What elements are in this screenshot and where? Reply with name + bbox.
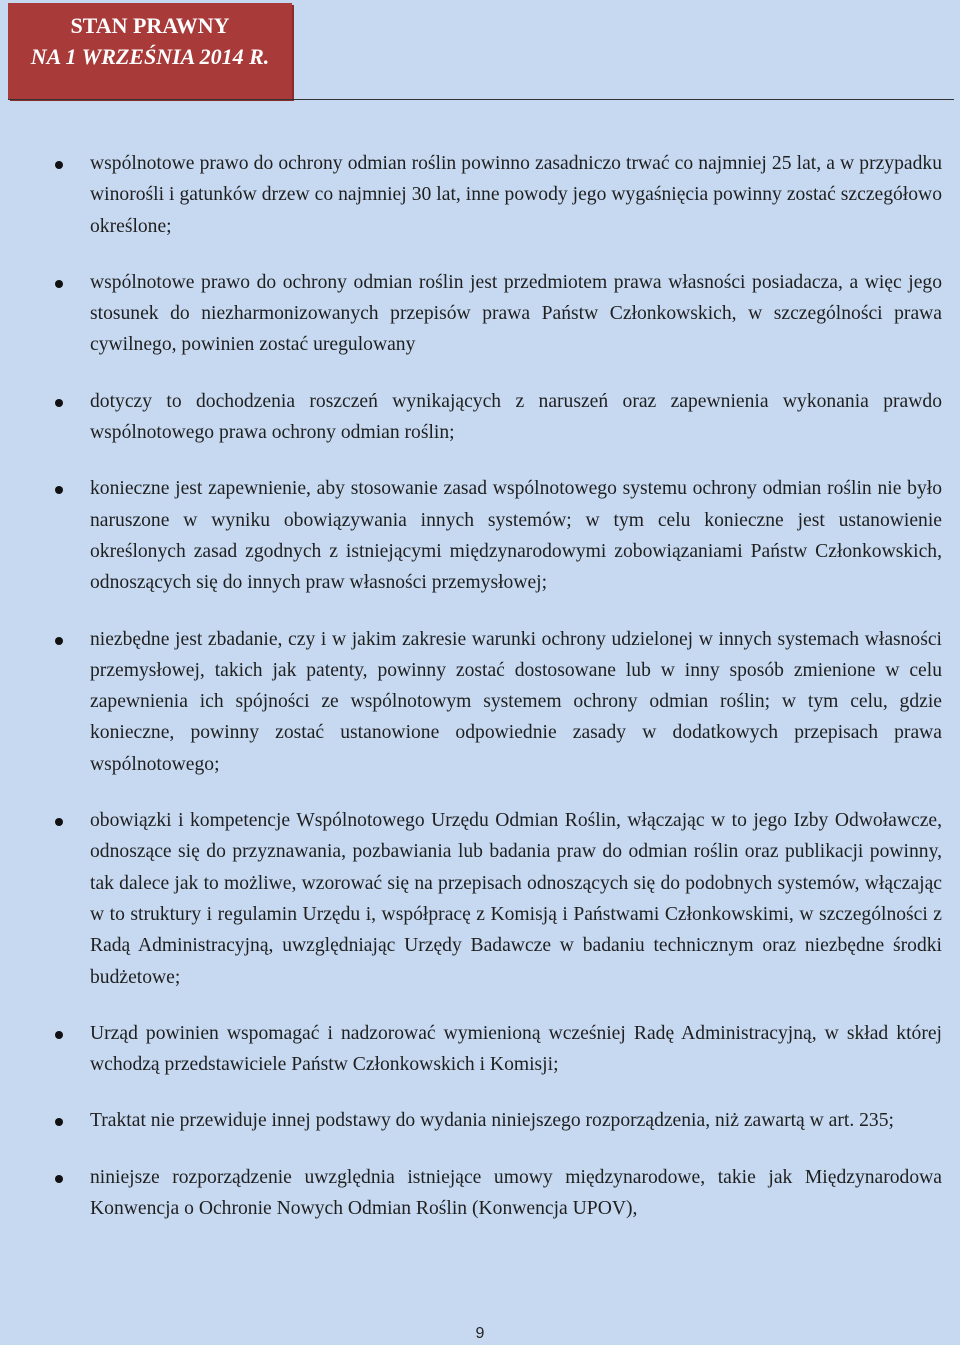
bullet-icon: [55, 1031, 63, 1039]
list-item: [0, 473, 960, 598]
list-item: [0, 805, 960, 993]
stamp-date: NA 1 WRZEŚNIA 2014 R.: [30, 44, 270, 69]
page-number: 9: [475, 1325, 485, 1342]
list-item-text: konieczne jest zapewnienie, aby stosowanie zasad wspólnotowego systemu ochrony odmian roślin nie było naruszone w wyniku obowiązywania innych systemów; w tym celu konieczne jest ustanowienie określonych zasad zgodnych z istniejącymi międzynarodowymi zobowiązaniami Państw Członkowskich, odnoszących się do innych praw własności przemysłowej;: [90, 478, 942, 594]
bullet-icon: [55, 637, 63, 645]
bullet-icon: [55, 280, 63, 288]
header-divider: [8, 99, 954, 100]
list-item-text: wspólnotowe prawo do ochrony odmian roślin jest przedmiotem prawa własności posiadacza, a więc jego stosunek do niezharmonizowanych przepisów prawa Państw Członkowskich, w szczególności prawa cywilnego, powinien zostać uregulowany: [90, 271, 942, 356]
bullet-icon: [55, 161, 63, 169]
list-item: [0, 148, 960, 242]
list-item-text: Urząd powinien wspomagać i nadzorować wymienioną wcześniej Radę Administracyjną, w skład której wchodzą przedstawiciele Państw Członkowskich i Komisji;: [90, 1022, 942, 1076]
list-item-text: wspólnotowe prawo do ochrony odmian roślin powinno zasadniczo trwać co najmniej 25 lat, a w przypadku winorośli i gatunków drzew co najmniej 30 lat, inne powody jego wygaśnięcia powinny zostać szczegółowo określone;: [90, 153, 942, 237]
status-stamp: [8, 3, 292, 99]
list-item: [0, 1018, 960, 1081]
list-item: [0, 267, 960, 361]
list-item: [0, 624, 960, 780]
document-body: [0, 148, 960, 1249]
bullet-icon: [55, 399, 63, 407]
list-item: [0, 1162, 960, 1225]
list-item: [0, 1105, 960, 1136]
list-item-text: obowiązki i kompetencje Wspólnotowego Urzędu Odmian Roślin, włączając w to jego Izby Odwoławcze, odnoszące się do przyznawania, pozbawiania lub badania praw do odmian roślin oraz publikacji powinny, tak dalece jak to możliwe, wzorować się na przepisach odnoszących się do podobnych systemów, włączając w to struktury i regulamin Urzędu i, współpracę z Komisją i Państwami Członkowskimi, w szczególności z Radą Administracyjną, uwzględniając Urzędy Badawcze w badaniu technicznym oraz niezbędne środki budżetowe;: [90, 810, 942, 988]
bullet-list: [0, 148, 960, 1224]
stamp-title: STAN PRAWNY: [70, 13, 230, 38]
list-item-text: niezbędne jest zbadanie, czy i w jakim zakresie warunki ochrony udzielonej w innych systemach własności przemysłowej, takich jak patenty, powinny zostać dostosowane lub w inny sposób zmienione w celu zapewnienia ich spójności ze wspólnotowym systemem ochrony odmian roślin; w tym celu, gdzie konieczne, powinny zostać ustanowione odpowiednie zasady w dodatkowych przepisach prawa wspólnotowego;: [90, 628, 942, 775]
bullet-icon: [55, 1175, 63, 1183]
bullet-icon: [55, 818, 63, 826]
bullet-icon: [55, 1118, 63, 1126]
list-item-text: niniejsze rozporządzenie uwzględnia istniejące umowy międzynarodowe, takie jak Międzynarodowa Konwencja o Ochronie Nowych Odmian Roślin (Konwencja UPOV),: [90, 1166, 942, 1220]
list-item: [0, 386, 960, 449]
list-item-text: dotyczy to dochodzenia roszczeń wynikających z naruszeń oraz zapewnienia wykonania prawdo wspólnotowego prawa ochrony odmian roślin;: [90, 390, 942, 444]
bullet-icon: [55, 486, 63, 494]
list-item-text: Traktat nie przewiduje innej podstawy do wydania niniejszego rozporządzenia, niż zawartą w art. 235;: [90, 1110, 894, 1132]
